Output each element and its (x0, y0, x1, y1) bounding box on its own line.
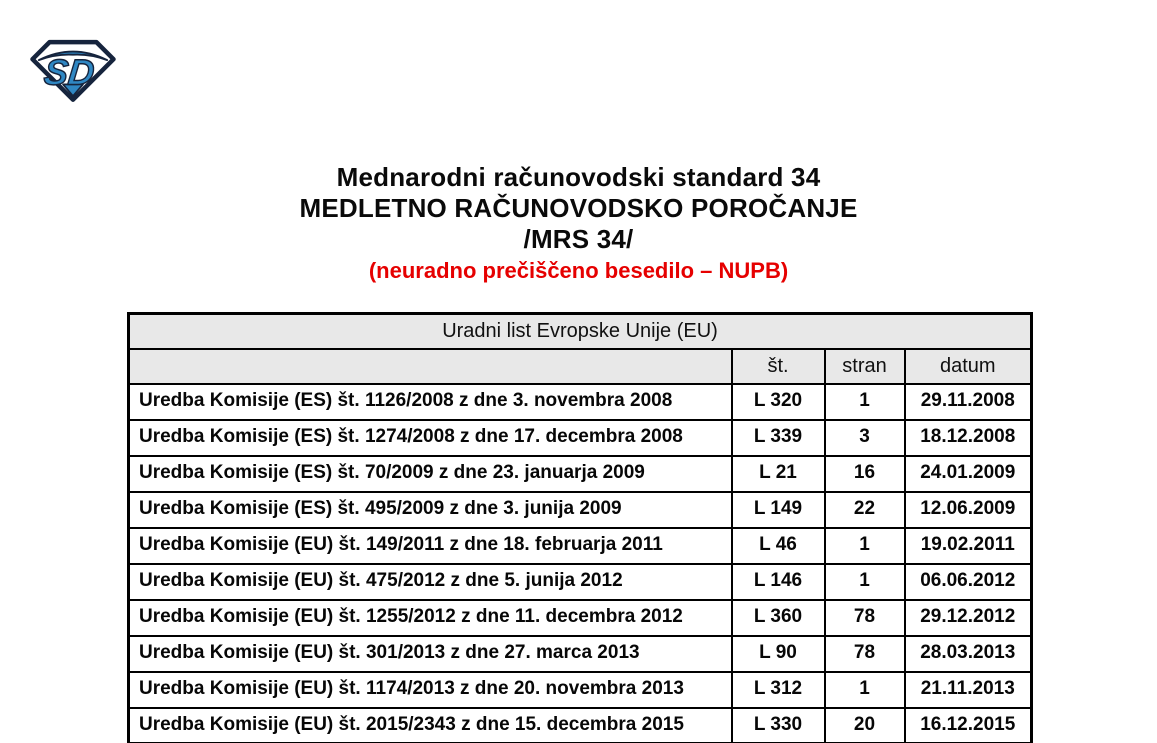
regulation-name: Uredba Komisije (ES) št. 70/2009 z dne 23. januarja 2009 (129, 456, 732, 492)
table-row (129, 564, 1032, 600)
table-column-header-row (129, 349, 1032, 384)
journal-number: L 146 (732, 564, 825, 600)
publication-date: 12.06.2009 (905, 492, 1032, 528)
page-number: 1 (825, 384, 905, 420)
table-caption: Uradni list Evropske Unije (EU) (129, 314, 1032, 349)
publication-date: 24.01.2009 (905, 456, 1032, 492)
table-row (129, 492, 1032, 528)
regulation-name: Uredba Komisije (EU) št. 149/2011 z dne 18. februarja 2011 (129, 528, 732, 564)
sd-shield-logo (28, 36, 118, 104)
page-number: 1 (825, 672, 905, 708)
journal-number: L 312 (732, 672, 825, 708)
column-header-empty (129, 349, 732, 384)
regulation-name: Uredba Komisije (EU) št. 1255/2012 z dne 11. decembra 2012 (129, 600, 732, 636)
column-header-datum: datum (905, 349, 1032, 384)
table-row (129, 456, 1032, 492)
logo-monogram-text: SD (42, 51, 97, 93)
journal-number: L 149 (732, 492, 825, 528)
column-header-st: št. (732, 349, 825, 384)
title-block (127, 162, 1030, 286)
official-journal-table (127, 312, 1033, 743)
document-title-line1: Mednarodni računovodski standard 34 (336, 162, 821, 192)
table-row (129, 672, 1032, 708)
table-row (129, 708, 1032, 743)
table-row (129, 420, 1032, 456)
page-number: 78 (825, 636, 905, 672)
journal-number: L 360 (732, 600, 825, 636)
table-row (129, 636, 1032, 672)
regulation-name: Uredba Komisije (ES) št. 495/2009 z dne 3. junija 2009 (129, 492, 732, 528)
publication-date: 19.02.2011 (905, 528, 1032, 564)
table-row (129, 528, 1032, 564)
journal-number: L 90 (732, 636, 825, 672)
regulation-name: Uredba Komisije (EU) št. 1174/2013 z dne 20. novembra 2013 (129, 672, 732, 708)
document-title-line2: MEDLETNO RAČUNOVODSKO POROČANJE (299, 193, 858, 223)
page-number: 1 (825, 564, 905, 600)
document-title-line3: /MRS 34/ (523, 224, 634, 254)
table-row (129, 384, 1032, 420)
page-number: 20 (825, 708, 905, 743)
table-row (129, 600, 1032, 636)
page-number: 3 (825, 420, 905, 456)
publication-date: 29.12.2012 (905, 600, 1032, 636)
publication-date: 16.12.2015 (905, 708, 1032, 743)
page-number: 16 (825, 456, 905, 492)
journal-number: L 330 (732, 708, 825, 743)
regulation-name: Uredba Komisije (ES) št. 1126/2008 z dne 3. novembra 2008 (129, 384, 732, 420)
page-number: 78 (825, 600, 905, 636)
publication-date: 06.06.2012 (905, 564, 1032, 600)
publication-date: 28.03.2013 (905, 636, 1032, 672)
page-number: 1 (825, 528, 905, 564)
document-subtitle: (neuradno prečiščeno besedilo – NUPB) (368, 258, 789, 283)
journal-number: L 339 (732, 420, 825, 456)
page-number: 22 (825, 492, 905, 528)
regulation-name: Uredba Komisije (EU) št. 301/2013 z dne 27. marca 2013 (129, 636, 732, 672)
publication-date: 18.12.2008 (905, 420, 1032, 456)
journal-number: L 46 (732, 528, 825, 564)
column-header-stran: stran (825, 349, 905, 384)
journal-number: L 320 (732, 384, 825, 420)
table-caption-row (129, 314, 1032, 349)
regulation-name: Uredba Komisije (EU) št. 475/2012 z dne 5. junija 2012 (129, 564, 732, 600)
publication-date: 21.11.2013 (905, 672, 1032, 708)
regulation-name: Uredba Komisije (ES) št. 1274/2008 z dne 17. decembra 2008 (129, 420, 732, 456)
regulation-name: Uredba Komisije (EU) št. 2015/2343 z dne 15. decembra 2015 (129, 708, 732, 743)
publication-date: 29.11.2008 (905, 384, 1032, 420)
journal-number: L 21 (732, 456, 825, 492)
